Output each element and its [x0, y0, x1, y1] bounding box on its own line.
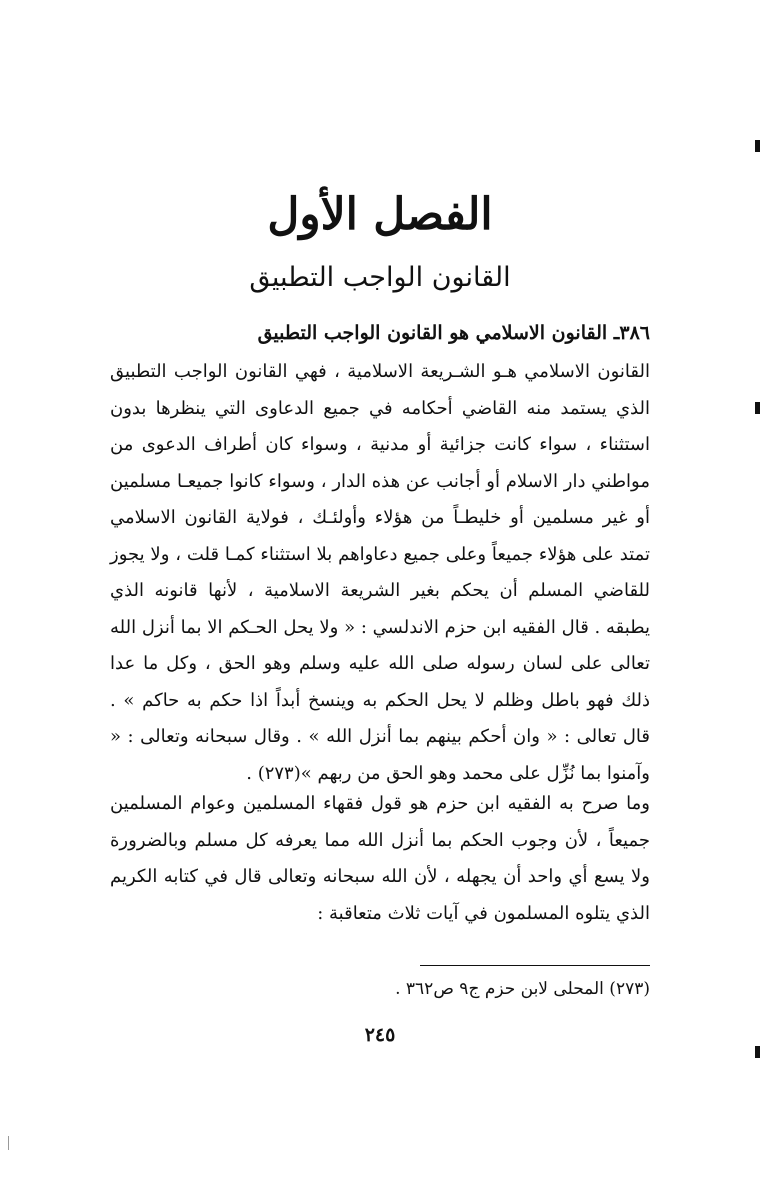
- chapter-subtitle: القانون الواجب التطبيق: [249, 262, 511, 293]
- section-heading: ٣٨٦ـ القانون الاسلامي هو القانون الواجب التطبيق: [257, 322, 650, 344]
- scan-edge-mark: [755, 140, 760, 152]
- scan-edge-mark: [8, 1136, 9, 1150]
- footnote-divider: [420, 965, 650, 966]
- page-number: ٢٤٥: [364, 1024, 396, 1046]
- body-paragraph-1: القانون الاسلامي هـو الشـريعة الاسلامية ، فهي القانون الواجب التطبيق الذي يستمد منه القاضي أحكامه في جميع الدعاوى التي ينظرها بدون استثناء ، سواء كانت جزائية أو مدنية ، وسواء كان أطراف الدعوى من مواطني دار الاسلام أو أجانب عن هذه الدار ، وسواء كانوا جميعـا مسلمين أو غير مسلمين أو خليطـاً من هؤلاء وأولئـك ، فولاية القانون الاسلامي تمتد على هؤلاء جميعاً وعلى جميع دعاواهم بلا استثناء كمـا قلت ، ولا يجوز للقاضي المسلم أن يحكم بغير الشريعة الاسلامية ، لأنها قانونه الذي يطبقه . قال الفقيه ابن حزم الاندلسي : « ولا يحل الحـكم الا بما أنزل الله تعالى على لسان رسوله صلى الله عليه وسلم وهو الحق ، وكل ما عدا ذلك فهو باطل وظلم لا يحل الحكم به وينسخ أبداً اذا حكم به حاكم » . قال تعالى : « وان أحكم بينهم بما أنزل الله » . وقال سبحانه وتعالى : « وآمنوا بما نُزِّل على محمد وهو الحق من ربهم »(٢٧٣) .: [110, 361, 650, 784]
- scan-edge-mark: [755, 1046, 760, 1058]
- chapter-title: الفصل الأول: [267, 189, 493, 240]
- footnote: (٢٧٣) المحلى لابن حزم ج٩ ص٣٦٢ .: [395, 979, 650, 999]
- body-paragraph-2: وما صرح به الفقيه ابن حزم هو قول فقهاء المسلمين وعوام المسلمين جميعاً ، لأن وجوب الحكم بما أنزل الله مما يعرفه كل مسلم وبالضرورة ولا يسع أي واحد أن يجهله ، لأن الله سبحانه وتعالى قال في كتابه الكريم الذي يتلوه المسلمون في آيات ثلاث متعاقبة :: [110, 793, 650, 924]
- scan-edge-mark: [755, 402, 760, 414]
